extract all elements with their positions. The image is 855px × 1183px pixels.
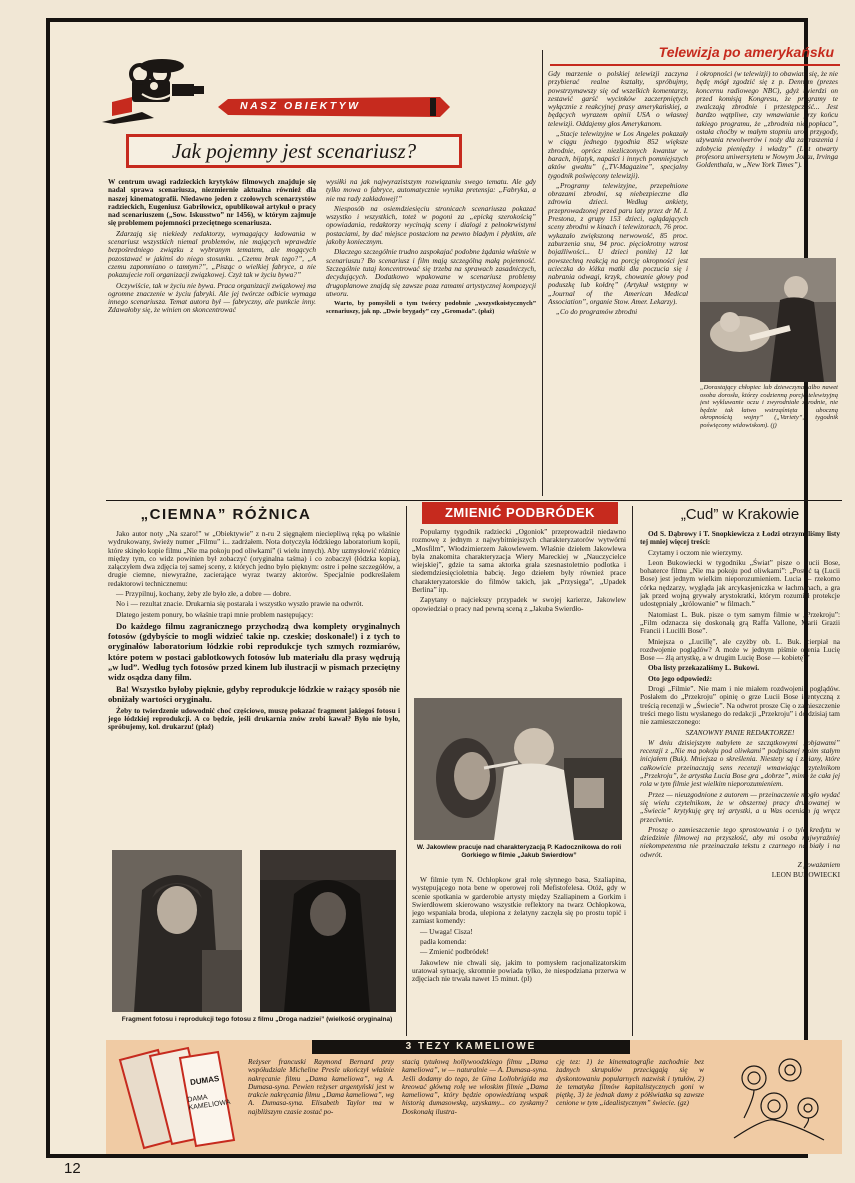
article5-sign: Z poważaniem (797, 859, 840, 869)
article3-paragraph: Jako autor noty „Na szaro!” w „Obiektywie” z n-ru 2 sięgnąłem nieciepliwą ręką po właśnie wydrukowany, świeży numer „Filmu” i... zadrżałem. Nota dotyczyła łódzkiego laboratorium kopii, które skinęło kopie filmu „Nie ma pokoju pod oliwkami” (i wielu innych). Aby uzmysłowić różnicę między tym, co widz powinien był zobaczyć (oryginalna taśma) i co zobaczył (łódzka kopia), załączyłem dwa zdjęcia tej samej sceny, z których jedno było pięknym: ostre i pełne szczegółów, a drugie ciemne, niewyraźne, zacierające wyraz twarzy aktorów. Specjalnie podkreślałem redaktorowi technicznemu: (108, 530, 400, 588)
flower-ornament-illustration (714, 1048, 838, 1150)
article4-body-top (412, 528, 626, 694)
column-divider (542, 50, 543, 496)
article4-title: ZMIENIĆ PODBRÓDEK (444, 505, 596, 520)
article5-letter: Przez — nieuzgodnione z autorem — przeinaczenie mogło wydać się wielu czytelnikom, że w obszernej pracy drukowanej w „Świecie” krytykuję grę tej artystki, a u Was oceniam ją wręcz przeciwnie. (640, 789, 840, 824)
article2-paragraph: „Programy telewizyjne, przepełnione obrazami zbrodni, są niebezpieczne dla zdrowia dzieci. Według ankiety, przeprowadzonej przed paru laty przez dr M. I. Prestona, z grupy 153 dzieci, oglądających sceny zbrodni w kinach i telewizorach, 76 proc. wykazało zwiększoną nerwowość, 85 proc. zaburzenia snu, 94 proc. pięciokrotny wzrost bojaźliwości... U dzieci poniżej 12 lat powszechną reakcją na porcję okropności jest ucieczka do łóżka matki dla poczucia się i nabrania odwagi, krzyk, chowanie głowy pod poduszkę lub kołdrę” (Artykuł wstępny w „Journal of the American Medical Association”, organie Stow. Amer. Lekarzy). (548, 180, 688, 307)
article4-paragraph: Jakowlew nie chwali się, jakim to pomysłem racjonalizatorskim uratował sytuację, skromnie powiada tylko, że niespodziana przerwa w zdjęciach nie trwała nawet 15 minut. (pl) (412, 957, 626, 984)
article5-note: Oba listy przekazaliśmy L. Bukowi. (648, 663, 760, 673)
article4-photo-caption: W. Jakowlew pracuje nad charakteryzacją P. Kadocznikowa do roli Gorkiego w filmie „Jakub Swierdłow” (416, 844, 622, 859)
article4-paragraph: Popularny tygodnik radziecki „Ogoniok” przeprowadził niedawno rozmowę z jednym z najwybitniejszych charakteryzatorów wytwórni „Mosfilm”, Włodzimierzem Jakowlewem. Właśnie dziełem Jakowlewa była znakomita charakteryzacja Wiery Mareckiej w „Nauczycielce wiejskiej”, gdzie ta sama aktorka grała szesnastoletnio podlotka i siedemdziesięcioletnia babcię. Jego dziełem były również prace charakteryzatorskie do filmów takich, jak „Przysięga”, „Upadek Berlina” itp. (412, 528, 626, 595)
article4-photo-makeup (414, 698, 622, 840)
article1-lead: W centrum uwagi radzieckich krytyków filmowych znajduje się nadal sprawa scenariusza, niezmiernie aktualna również dla naszej kinematografii. Niedawno jeden z czołowych scenarzystów radzieckich, Eugeniusz Gabriłowicz, opublikował artykuł o pracy nad scenariuszem („Sow. Iskusstwo” nr 1456), w którym zajmuje się problemem pojemności przeciętnego scenariusza. (108, 178, 316, 228)
article6-title: 3 TEZY KAMELIOWE (405, 1041, 537, 1052)
article3-body (108, 530, 400, 846)
article1-paragraph: Niesposób na osiemdziesięciu stronicach scenariusza pokazać wszystko i wszystkich, toteż w pogoni za „epicką szerokością” opowiadania, redaktorzy wycinają sceny i dialogi z pełnokrwistymi postaciami, by dać miejsce postaciom na pewno bladym i płytkim, ale jakoby koniecznym. (326, 203, 536, 247)
article1-title-box (126, 134, 462, 168)
article5-paragraph: Czytamy i oczom nie wierzymy. (648, 547, 743, 557)
article4-title-box (422, 502, 618, 524)
dumas-books-illustration (110, 1046, 240, 1150)
page-frame (46, 18, 840, 1158)
article5-paragraph: Leon Bukowiecki w tygodniku „Świat” pisze o Lucii Bose, bohaterce filmu „Nie ma pokoju pod oliwkami”: „Postać tą (Lucii Bose) jest jednym wielkim nieporozumieniem. Lucia — rzekomo córka nędzarzy, wygląda jak arcykasjeniczka w łachmanach, a gra jak przed wojną grywały arystokratki, którym rozumiał protekcje udostępniały „królowanie” w filmach.” (640, 557, 840, 609)
article5-note: Oto jego odpowiedź: (648, 673, 713, 683)
article1-column-1 (108, 178, 316, 500)
article5-paragraph: Natomiast L. Buk. pisze o tym samym filmie w „Przekroju”: „Film odznacza się doskonałą grą Raffa Vallone, Marii Grazii Francii i Lucilli Bose”. (640, 609, 840, 636)
article6-title-box (312, 1040, 630, 1054)
article5-letter: W dniu dzisiejszym nabyłem ze szczątkowymi „objawami” recenzji z „Nie ma pokoju pod oliwkami” podpisanej moim stałym inicjałem (Buk). Mniejsza o skreślenia. Niestety są i zmiany, które całkowicie przeinaczają sens recenzji wmawiając czytelnikom „Przekroju”, że artystka Lucia Bose gra „dobrze”, mimo że cała jej rola w tym filmie jest wielkim nieporozumieniem. (640, 737, 840, 789)
article5-paragraph: Mniejsza o „Lucillę”, ale czyżby ob. L. Buk. cierpiał na rozdwojenie poglądów? A może w jednym piśmie ocenia Lucię Bose — źlą artystkę, a w drugim Lucię Bose — kobietę?” (640, 636, 840, 663)
column-divider (632, 506, 633, 1036)
article2-photo-tv-scene (700, 258, 836, 382)
article3-photo-original (112, 850, 242, 1012)
article3-tail: Żeby to twierdzenie udowodnić choć częściowo, muszę pokazać fragment jakiegoś fotosu i jego łódzkiej reprodukcji. A co będzie, jeśli drukarnia znów zrobi kawał? Było nie było, spróbujemy, kol. drukarzu! (płaż) (108, 705, 400, 732)
article3-paragraph: — Przypilnuj, kochany, żeby zle było złe, a dobre — dobre. (116, 589, 292, 599)
article3-photo-caption: Fragment fotosu i reprodukcji tego fotosu z filmu „Droga nadziei” (wielkość oryginalna) (121, 1016, 393, 1023)
article1-column-2 (326, 178, 536, 500)
article2-title: Telewizja po amerykańsku (658, 44, 834, 60)
article1-paragraph: Oczywiście, tak w życiu nie bywa. Praca organizacji związkowej ma ogromne znaczenie w życiu fabryki. Ale jej twórcze odbicie wymaga innego scenariusza. Temat autora był — fabryczny, ale punkcie inny. Zdawałoby się, że winien on skoncentrować (108, 280, 316, 315)
article3-paragraph: No i — rezultat znacie. Drukarnia się postarała i wszystko wyszło prawie na odwrót. (116, 599, 364, 609)
section-divider (106, 500, 842, 501)
article1-paragraph: Zdarzają się niekiedy redaktorzy, wymagający ładowania w scenariusz wszystkich niemal problemów, nie mających wprawdzie bezpośredniego związku z wybranym tematem, ale mogących pozostawać w jakimś do niego stosunku. „Czemu brak tego?”, „A czemu zapomniano o tamtym?”, „Pisząc o wielkiej fabryce, a nie pokazujecie roli organizacji związkowej. Czyż tak w życiu bywa?” (108, 228, 316, 280)
article2-paragraph: Gdy marzenie o polskiej telewizji zaczyna przybierać realne kształty, spróbujmy, powstrzymawszy się od wszelkich komentarzy, zestawić garść wycinków zaczerpniętych wyłącznie z reakcyjnej prasy amerykańskiej, a będących wyrazem opinii USA o własnej telewizji. Oddajemy głos Amerykanom. (548, 70, 688, 128)
article3-paragraph: Dlatego jestem ponury, bo właśnie trapi mnie problem następujący: (116, 609, 314, 619)
article2-photo-caption: „Dorastający chłopiec lub dziewczyna, albo nawet osoba dorosła, którzy codzienną porcję telewizyjną jest wykluwanie oczu i zwyrodniałe zbrodnie, nie będzie tak łatwo wstrząśnięta i uboczną okropnością wojny” („Variety”, tygodnik poświęcony widowiskom). (j) (700, 384, 838, 429)
article6-column-3: cję tez: 1) że kinematografie zachodnie bez żadnych skrupułów przeciągają się w dyskontowaniu popularnych nazwisk i tytułów, 2) że tematyka filmów kapitalistycznych goni w piętkę, 3) że jednak damy z półświatka są zawsze cenione w tym „idealistycznym” świecie. (gz) (556, 1058, 704, 1108)
column-divider (406, 506, 407, 1036)
article5-intro: Od S. Dąbrowy i T. Snopkiewicza z Łodzi otrzymaliśmy listy tej mniej więcej treści: (640, 530, 840, 547)
article3-bold-paragraph: Do każdego filmu zagranicznego przychodzą dwa komplety oryginalnych fotosów (gdybyście to mogli widzieć takie np. czeskie; doskonałe!) i z tych to oryginałów laboratorium łódzkie robi reprodukcje tych szmych rozmiarów, które potem w postaci gablotkowych fotosów lub materiału dla prasy wędrują „w lud”. Według tych fotosów przed kinem lub ilustracji w pismach przeciętny widz osądza dany film. (108, 620, 400, 682)
article2-title-underline (550, 64, 840, 66)
article4-paragraph: Zapytany o najciekszy przypadek w swojej karierze, Jakowlew opowiedział o pracy nad pewną sceną z „Jakuba Swierdło- (412, 595, 626, 613)
book-label: DAMA KAMELIOWA (187, 1094, 231, 1112)
article4-paragraph: — Uwaga! Cisza! (420, 926, 473, 936)
cartoon-cameraman-illustration (102, 52, 212, 124)
article4-paragraph: W filmie tym N. Ochłopkow grał rolę słynnego basa, Szaliapina, występującego nota bene w operowej roli Mefistofelesa. Otóż, gdy w scenie spotkania w garderobie artysty między Szaliapinem a Gorkim i Swierdłowem skierowano wszystkie reflektory na twarz Ochłopkowa, jego wspaniała broda, ulepiona z żelatyny zaczęła się po prostu topić i zamiast komendy: (412, 876, 626, 926)
article2-column-1 (548, 70, 688, 494)
article2-paragraph: „Co do programów zbrodni (556, 307, 638, 317)
rubric-label: NASZ OBIEKTYW (240, 100, 361, 112)
rubric-banner (218, 96, 450, 118)
article5-sign-name: LEON BUKOWIECKI (771, 870, 840, 880)
article5-body (640, 530, 840, 1040)
article5-reply: Drogi „Filmie”. Nie mam i nie miałem rozdwojenia poglądów. Posłałem do „Przekroju” opinię o grze Lucii Bose identyczną z treścią recenzji w „Świecie”. Na odwrot prosze Cię o zamieszczenie treści mego listu wysłanego do redakcji „Przekroju” i do dzisiaj tam nie zamieszczonego: (640, 684, 840, 727)
article1-paragraph: Dlaczego szczególnie trudno zaspokajać podobne żądania właśnie w scenariuszu? Bo scenariusz i film mają szczególną małą pojemność. Szczególnie tutaj koncentrować się trzeba na sprawach zasadniczych, decydujących. Dodatkowo wpakowane w scenariusz problemy drugoplanowe znajdą się zawsze poza ramami artystycznej kompozycji utworu. (326, 247, 536, 298)
article3-bold-paragraph: Ba! Wszystko byłoby pięknie, gdyby reprodukcje łódzkie w rażący sposób nie obniżały wartości oryginału. (108, 684, 400, 705)
article6-column-2: stacią tytułową hollywoodzkiego filmu „Dama kameliowa”, w — naturalnie — A. Dumasa-syna. Jeśli dodamy do tego, że Gina Lollobrigida ma kreować główną rolę we włoskim filmie „Dama kameliowa”, który będzie opowiedzianą wspak historią dumasowską, uzyskamy... co zyskamy? Doskonałą ilustra- (402, 1058, 548, 1116)
article2-paragraph: i okropności (w telewizji) to obawiam się, że nie będę mógł zgodzić się z p. Dennym (prezes koncernu radiowego NBC), gdyż twierdzi on przed komisją Kongresu, że programy te zwalczają zbrodnie i przestępczość... Jest bardzo wątpliwe, czy wmawianie przy końcu takiego programu, że „zbrodnia nie popłaca”, ostała choćby w małym stopniu urok przygody, używania rewolwerów i noży dla zastraszenia i zdobycia pieniędzy i władzy” (List otwarty profesora uniwersytetu w Nowym Jorku, Irvinga Goldenthala, w „New York Times”). (696, 70, 838, 170)
article5-letter-head: SZANOWNY PANIE REDAKTORZE! (685, 727, 795, 737)
article4-paragraph: — Zmienić podbródek! (420, 947, 489, 957)
article3-title: „CIEMNA” RÓŻNICA (140, 506, 312, 523)
article4-paragraph: padła komenda: (420, 937, 467, 947)
article2-column-2 (696, 70, 838, 256)
article2-paragraph: „Stacje telewizyjne w Los Angeles pokazały w ciągu jednego tygodnia 852 większe zbrodnie, oprócz niezliczonych kwantur w barach, bijatyk, napaści i innych pomniejszych aktów gwałtu” („TV-Magazine”, specjalny tygodnik poświęcony telewizji). (548, 129, 688, 180)
page-number: 12 (64, 1160, 81, 1177)
book-label: DUMAS (189, 1074, 220, 1087)
article1-paragraph: wysiłki na jak najwyrazistszym rozwiązaniu swego tematu. Ale gdy tylko mowa o fabryce, automatycznie wynika pretensja: „Fabryka, a nie ma rady zakładowej!” (326, 178, 536, 203)
article6-column-1: Reżyser francuski Raymond Bernard przy współudziale Micheline Presle ukończył właśnie nakręcanie filmu „Dama kameliowa”, wg A. Dumasa-syna. Pewien reżyser argentyński jest w trakcie nakręcania filmu „Dama kameliowa”, wg A. Dumasa-syna. Elisabeth Taylor ma w najbliższym czasie zostać po- (248, 1058, 394, 1116)
article3-photo-reproduction (260, 850, 396, 1012)
article5-letter: Proszę o zamieszczenie tego sprostowania i o tyle kredytu w dziedzinie filmowej na przyszłość, aby mi osoba najwyraźniej niekompetentna nie przeinaczała tekstu z czarnego na biały i na odwrót. (640, 824, 840, 859)
article1-closing: Warto, by pomyśleli o tym twórcy podobnie „wszystkoistycznych” scenariuszy, jak np. „Dwie brygady” czy „Gromada”. (płaż) (326, 300, 536, 315)
article5-title: „Cud” w Krakowie (680, 506, 800, 523)
article4-body-bottom (412, 876, 626, 1038)
article1-title: Jak pojemny jest scenariusz? (171, 139, 417, 163)
